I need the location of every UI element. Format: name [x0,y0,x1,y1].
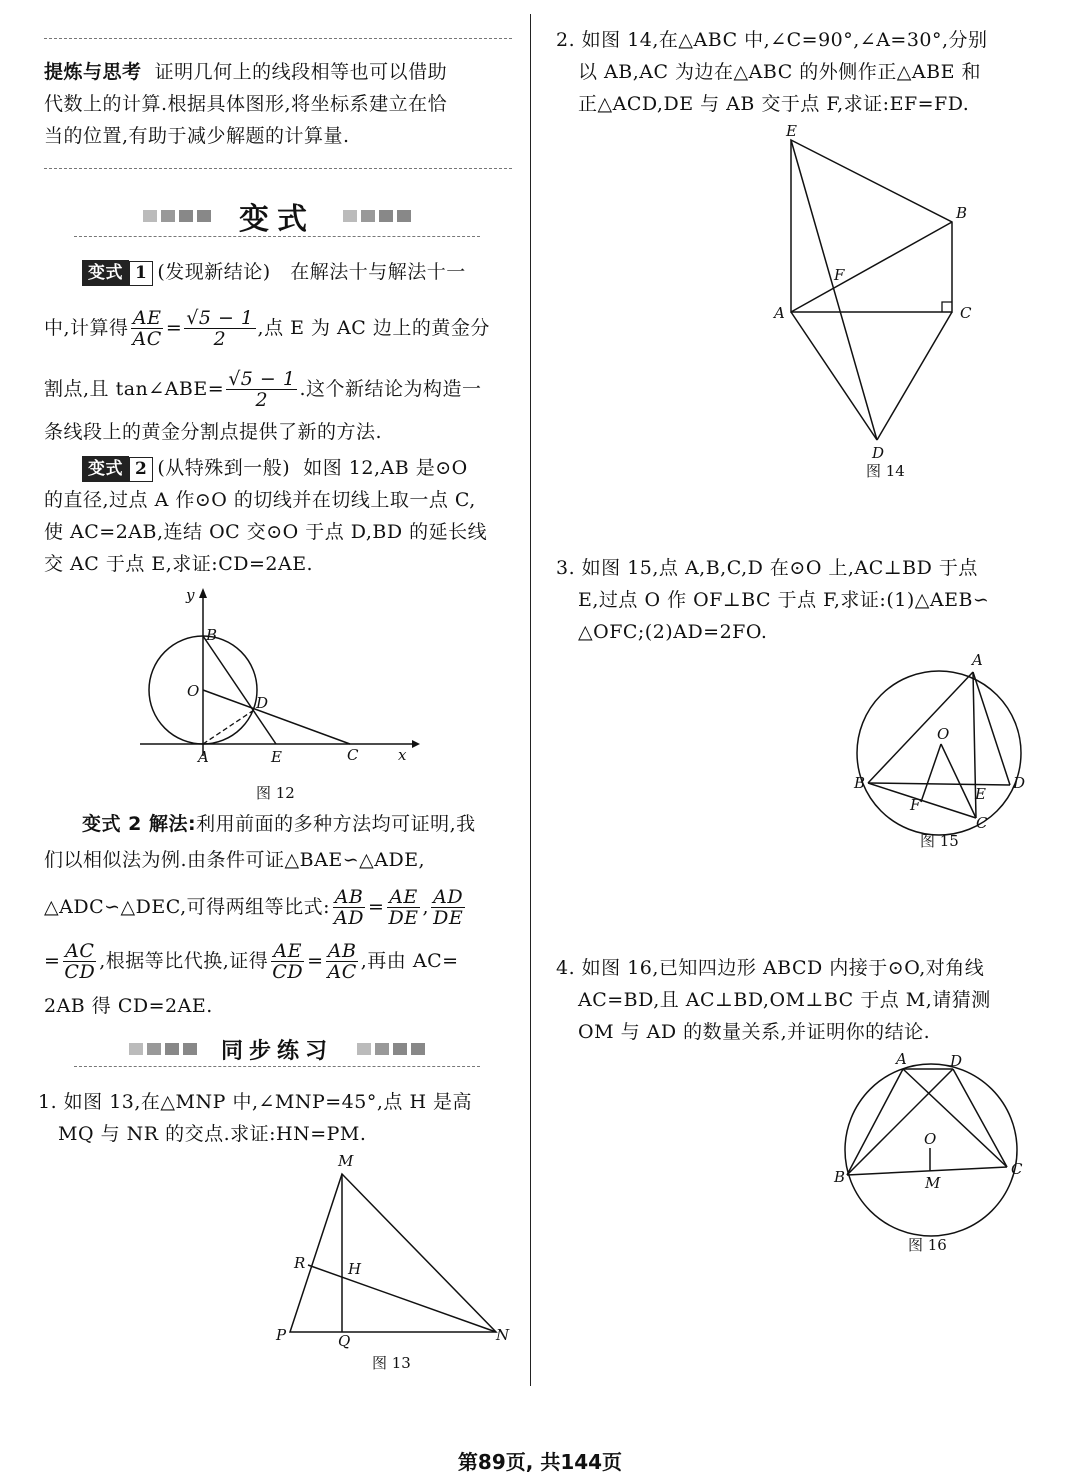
segment-ab [868,672,973,783]
problem-text: 以 AB,AC 为边在△ABC 的外侧作正△ABE 和 [578,61,981,83]
figure-16 [830,1050,1030,1260]
variant-section-title: 变式 [239,202,315,237]
label-b: B [854,774,866,792]
segment-dc [953,1069,1007,1167]
figure-14 [766,120,986,484]
variant-tag: 变式 [82,260,129,286]
variant1-topic: (发现新结论) [157,261,271,283]
decor-blocks [127,1040,199,1059]
variant2-text: 交 AC 于点 E,求证:CD=2AE. [44,553,314,575]
variant1-text: 条线段上的黄金分割点提供了新的方法. [44,421,383,443]
fraction [131,308,164,349]
segment-ad [791,312,877,440]
solution2-text: 2AB 得 CD=2AE. [44,995,213,1017]
fraction [184,308,255,349]
variant2-text: 使 AC=2AB,连结 OC 交⊙O 于点 D,BD 的延长线 [44,521,488,543]
label-a: A [774,304,785,322]
label-a: A [972,651,983,669]
numerator: AC [65,939,95,962]
variant1-intro: 在解法十与解法十一 [290,261,466,283]
figure-12-caption: 图 12 [256,784,295,802]
variant-number: 1 [129,261,153,286]
dashed-rule [74,1066,480,1067]
fraction [386,887,420,928]
figure-13-caption: 图 13 [372,1354,411,1372]
figure-15 [840,650,1040,856]
segment-ab [791,222,952,312]
problem-text: 3. 如图 15,点 A,B,C,D 在⊙O 上,AC⊥BD 于点 [556,557,978,579]
page-footer: 第89页, 共144页 [457,1450,623,1474]
denominator: AC [327,960,357,983]
label-e: E [271,748,282,766]
variant2-topic: (从特殊到一般) [157,457,291,479]
figure-16-caption: 图 16 [908,1236,947,1254]
numerator: √5 − 1 [228,367,296,390]
right-angle-mark [942,302,952,312]
label-e: E [975,785,986,803]
decor-blocks [355,1040,427,1059]
problem-text: MQ 与 NR 的交点.求证:HN=PM. [58,1123,367,1145]
label-f: F [834,266,845,284]
solution2-text: 们以相似法为例.由条件可证△BAE∽△ADE, [44,849,426,871]
diagonal-ac [903,1069,1007,1167]
segment-of [921,744,941,802]
solution2-text: 利用前面的多种方法均可证明,我 [196,813,476,835]
numerator: AB [327,939,357,962]
fraction [326,941,359,982]
fraction [226,369,297,410]
problem-text: AC=BD,且 AC⊥BD,OM⊥BC 于点 M,请猜测 [578,989,991,1011]
segment-ed [791,140,877,440]
practice-section-title: 同步练习 [220,1038,333,1064]
denominator: CD [64,960,96,983]
problem-3 [556,552,1042,648]
segment-oc [203,690,350,744]
denominator: 2 [255,388,269,411]
denominator: AC [132,327,162,350]
numerator: AB [334,885,364,908]
problem-text: OM 与 AD 的数量关系,并证明你的结论. [578,1021,931,1043]
problem-4 [556,952,1042,1048]
label-c: C [347,746,359,764]
x-axis-arrow-icon [412,740,420,748]
segment-bd [868,783,1010,785]
numerator: √5 − 1 [186,306,254,329]
label-c: C [960,304,972,322]
label-p: P [276,1326,287,1344]
label-m: M [338,1152,354,1170]
problem-text: 2. 如图 14,在△ABC 中,∠C=90°,∠A=30°,分别 [556,29,988,51]
dashed-rule [44,168,512,169]
label-n: N [496,1326,510,1344]
label-b: B [834,1168,846,1186]
fraction [332,887,366,928]
comma: , [422,896,430,918]
practice-section-heading [74,1034,480,1064]
segment-be [203,636,276,744]
label-o: O [187,682,200,700]
denominator: DE [433,906,464,929]
circle-o [845,1064,1017,1236]
denominator: AD [334,906,365,929]
circle-o [857,671,1021,835]
label-x: x [398,746,407,764]
label-d: D [950,1052,963,1070]
label-c: C [976,814,988,832]
label-o: O [937,725,950,743]
column-divider [530,14,531,1386]
triangle-mnp [290,1174,496,1332]
variant2-text: 如图 12,AB 是⊙O [303,457,468,479]
figure-13 [268,1148,518,1378]
label-d: D [1013,774,1026,792]
label-a: A [896,1050,907,1068]
label-c: C [1011,1160,1023,1178]
label-h: H [348,1260,362,1278]
equals: = [165,317,183,339]
variant-number: 2 [129,457,153,482]
solution2-block [44,808,518,1022]
problem-text: △OFC;(2)AD=2FO. [578,621,768,643]
dashed-rule [44,38,512,39]
label-m: M [925,1174,941,1192]
label-b: B [206,626,218,644]
variant1-text: ,点 E 为 AC 边上的黄金分 [257,317,490,339]
problem-text: 正△ACD,DE 与 AB 交于点 F,求证:EF=FD. [578,93,970,115]
variant1-text: 割点,且 tan∠ABE= [44,378,225,400]
summary-line: 证明几何上的线段相等也可以借助 [154,61,448,83]
y-axis-arrow-icon [199,588,207,598]
dashed-rule [74,236,480,237]
fraction [62,941,97,982]
numerator: AD [433,885,464,908]
denominator: DE [388,906,419,929]
label-y: y [186,586,195,604]
label-d: D [256,694,269,712]
problem-text: 4. 如图 16,已知四边形 ABCD 内接于⊙O,对角线 [556,957,985,979]
problem-2 [556,24,1042,120]
figure-15-caption: 图 15 [920,832,959,850]
problem-text: 1. 如图 13,在△MNP 中,∠MNP=45°,点 H 是高 [38,1091,473,1113]
label-b: B [956,204,968,222]
segment-ad [973,672,1010,785]
decor-blocks [341,207,413,226]
figure-14-caption: 图 14 [866,462,905,480]
fraction [431,887,465,928]
segment-ad [203,710,254,744]
label-f: F [910,796,921,814]
variant2-block [44,452,518,580]
figure-12 [130,584,430,806]
altitude-nr [308,1265,496,1332]
variant1-text: 中,计算得 [44,317,129,339]
summary-line: 代数上的计算.根据具体图形,将坐标系建立在恰 [44,93,448,115]
segment-cd [877,312,952,440]
equals: = [44,950,61,972]
denominator: CD [272,960,304,983]
summary-label: 提炼与思考 [44,61,142,83]
label-r: R [294,1254,306,1272]
solution2-text: △ADC∽△DEC,可得两组等比式: [44,896,331,918]
problem-text: E,过点 O 作 OF⊥BC 于点 F,求证:(1)△AEB∽ [578,589,990,611]
label-q: Q [338,1332,351,1350]
variant2-text: 的直径,过点 A 作⊙O 的切线并在切线上取一点 C, [44,489,476,511]
solution2-text: ,再由 AC= [360,950,459,972]
label-o: O [924,1130,937,1148]
variant1-text: .这个新结论为构造一 [299,378,482,400]
problem-1 [38,1086,518,1150]
diagonal-bd [847,1069,953,1175]
decor-blocks [141,207,213,226]
solution2-text: ,根据等比代换,证得 [99,950,269,972]
numerator: AE [389,885,418,908]
denominator: 2 [213,327,227,350]
fraction [270,941,305,982]
summary-line: 当的位置,有助于减少解题的计算量. [44,125,350,147]
summary-box [44,56,514,152]
label-a: A [198,748,209,766]
label-d: D [872,444,885,462]
numerator: AE [273,939,302,962]
label-e: E [786,122,797,140]
numerator: AE [132,306,162,329]
variant1-block [44,256,518,448]
segment-oc [941,744,976,818]
solution2-label: 变式 2 解法: [82,813,197,835]
equals: = [368,896,385,918]
equals: = [307,950,324,972]
variant-section-heading [74,196,480,236]
variant-tag: 变式 [82,456,129,482]
